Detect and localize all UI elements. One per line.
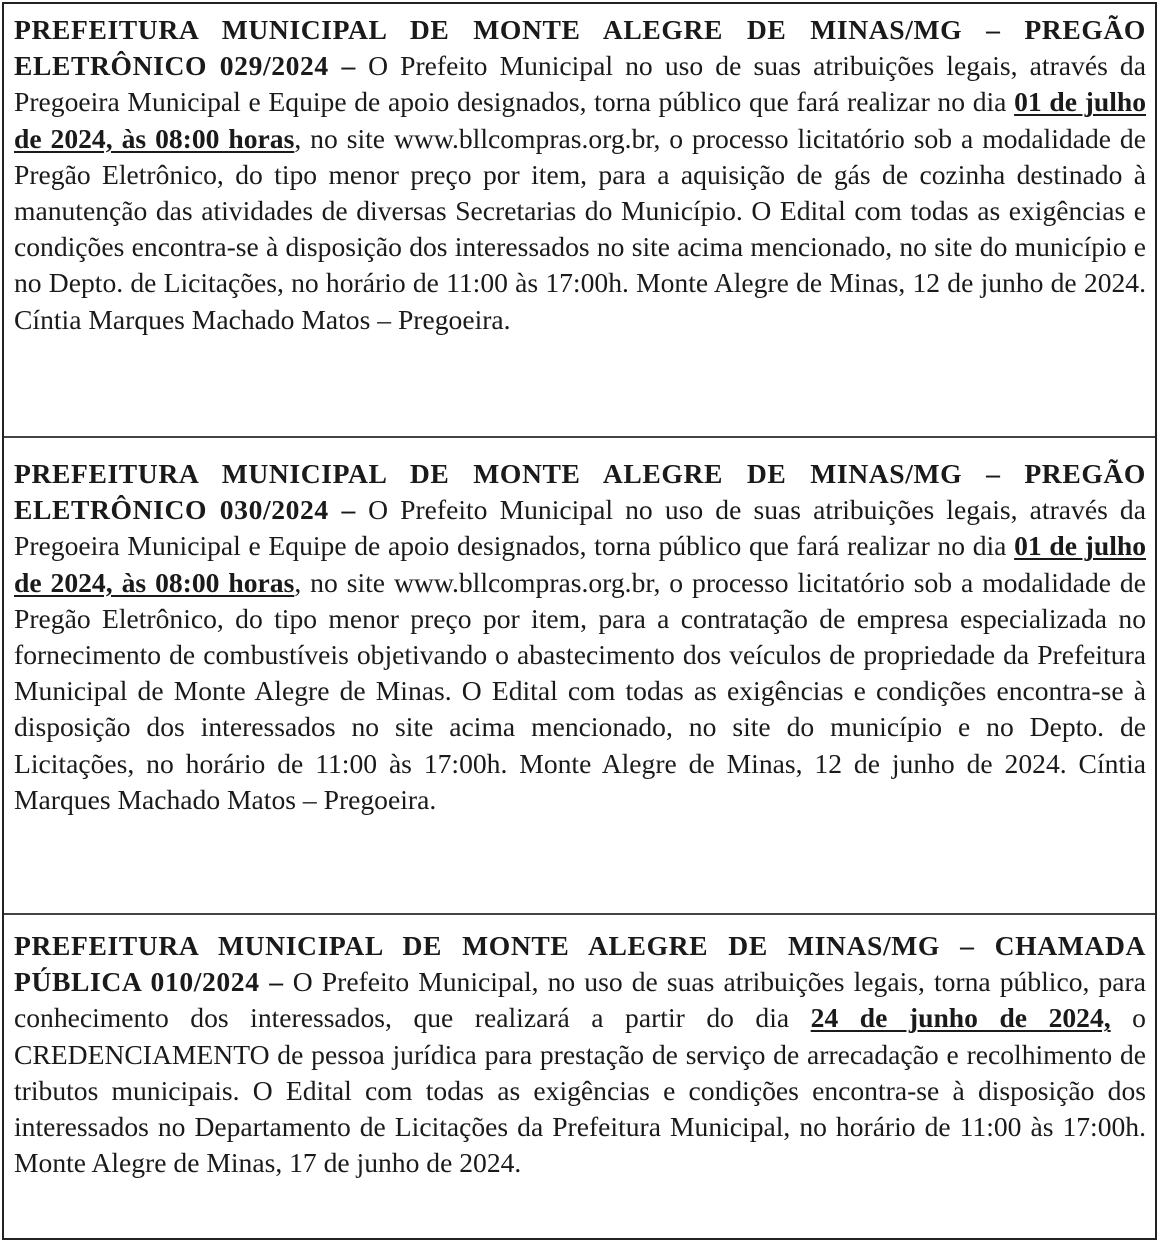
notice-heading: PREFEITURA MUNICIPAL DE MONTE ALEGRE DE MINAS/MG – PREGÃO ELETRÔNICO 030/2024 – — [14, 458, 1146, 526]
notice-body-start: O Prefeito Municipal no uso de suas atribuições legais, através da Pregoeira Municipal e Equipe de apoio designados, torna público que fará realizar no dia — [14, 494, 1146, 562]
notice-chamada-publica-010 — [4, 928, 1155, 1238]
notice-date: 01 de julho de 2024, às 08:00 horas — [14, 530, 1146, 598]
notice-body-end: , no site www.bllcompras.org.br, o processo licitatório sob a modalidade de Pregão Eletrônico, do tipo menor preço por item, para a aquisição de gás de cozinha destinado à manutenção das atividades de diversas Secretarias do Município. O Edital com todas as exigências e condições encontra-se à disposição dos interessados no site acima mencionado, no site do município e no Depto. de Licitações, no horário de 11:00 às 17:00h. Monte Alegre de Minas, 12 de junho de 2024. Cíntia Marques Machado Matos – Pregoeira. — [14, 122, 1146, 335]
notice-heading: PREFEITURA MUNICIPAL DE MONTE ALEGRE DE MINAS/MG – CHAMADA PÚBLICA 010/2024 – — [14, 930, 1146, 998]
section-divider — [4, 913, 1155, 915]
notice-body-start: O Prefeito Municipal no uso de suas atribuições legais, através da Pregoeira Municipal e Equipe de apoio designados, torna público que fará realizar no dia — [14, 50, 1146, 118]
notice-body-start: O Prefeito Municipal, no uso de suas atribuições legais, torna público, para conhecimento dos interessados, que realizará a partir do dia — [14, 966, 1146, 1034]
notice-body-end: o CREDENCIAMENTO de pessoa jurídica para prestação de serviço de arrecadação e recolhimento de tributos municipais. O Edital com todas as exigências e condições encontra-se à disposição dos interessados no Departamento de Licitações da Prefeitura Municipal, no horário de 11:00 às 17:00h. Monte Alegre de Minas, 17 de junho de 2024. — [14, 1002, 1146, 1179]
notice-date: 01 de julho de 2024, às 08:00 horas — [14, 86, 1146, 154]
notice-date: 24 de junho de 2024, — [810, 1002, 1111, 1034]
notice-pregao-029 — [4, 12, 1155, 436]
section-divider — [4, 436, 1155, 438]
notice-body-end: , no site www.bllcompras.org.br, o processo licitatório sob a modalidade de Pregão Eletrônico, do tipo menor preço por item, para a contratação de empresa especializada no fornecimento de combustíveis objetivando o abastecimento dos veículos de propriedade da Prefeitura Municipal de Monte Alegre de Minas. O Edital com todas as exigências e condições encontra-se à disposição dos interessados no site acima mencionado, no site do município e no Depto. de Licitações, no horário de 11:00 às 17:00h. Monte Alegre de Minas, 12 de junho de 2024. Cíntia Marques Machado Matos – Pregoeira. — [14, 566, 1146, 815]
notice-heading: PREFEITURA MUNICIPAL DE MONTE ALEGRE DE MINAS/MG – PREGÃO ELETRÔNICO 029/2024 – — [14, 14, 1146, 82]
notices-page — [2, 2, 1157, 1240]
notice-pregao-030 — [4, 456, 1155, 906]
